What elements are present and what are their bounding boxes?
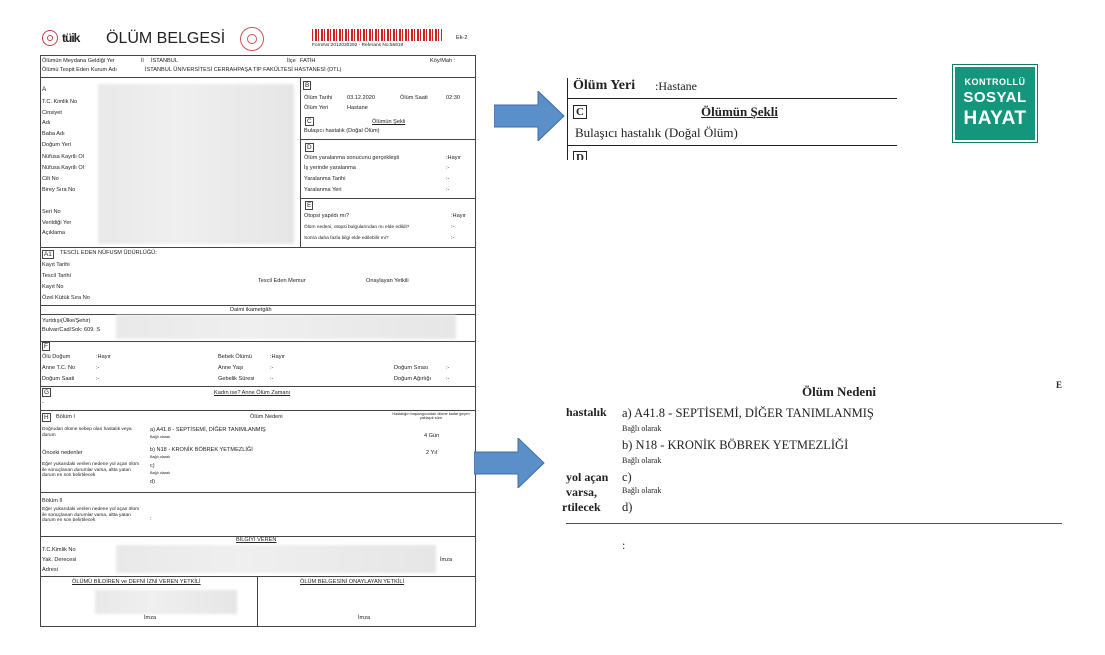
c-value: Bulaşıcı hastalık (Doğal Ölüm) bbox=[304, 128, 380, 134]
ek-label: Ek-2 bbox=[456, 35, 468, 41]
koy-label: Köy/Mah : bbox=[430, 58, 456, 64]
imza-left: İmza bbox=[144, 615, 157, 621]
section-a-label: A bbox=[42, 86, 47, 93]
a-label-3: Baba Adı bbox=[42, 131, 65, 137]
h-colon: : bbox=[150, 516, 152, 522]
il-label: İl bbox=[141, 58, 144, 64]
e-row-0-value: :Hayır bbox=[451, 213, 466, 219]
a-label-4: Doğum Yeri bbox=[42, 142, 71, 148]
f-left-2-label: Doğum Saati bbox=[42, 376, 75, 382]
arrow-right-icon bbox=[494, 91, 566, 141]
f-left-1-label: Anne T.C. No bbox=[42, 365, 76, 371]
zoom-left-yol: yol açan bbox=[566, 470, 609, 484]
a-label-8: Birey Sıra No bbox=[42, 187, 76, 193]
zoom-c-value: Bulaşıcı hastalık (Doğal Ölüm) bbox=[575, 125, 738, 140]
f-mid-1-label: Anne Yaşı bbox=[218, 365, 244, 371]
a-label-6: Nüfusa Kayıtlı Ol bbox=[42, 165, 84, 171]
f-right-1-label: Doğum Ağırlığı bbox=[394, 376, 431, 382]
d-row-3-label: Yaralanma Yeri bbox=[304, 187, 342, 193]
section-e-label: E bbox=[307, 202, 312, 209]
bv-label-0: T.C.Kimlik No bbox=[42, 547, 76, 553]
h-bagli-2: Bağlı olarak bbox=[150, 455, 171, 459]
bv-imza: İmza bbox=[440, 557, 453, 563]
h-a: a) A41.8 - SEPTİSEMİ, DİĞER TANIMLANMIŞ bbox=[150, 427, 266, 433]
zoom-d: d) bbox=[622, 500, 633, 514]
f-left-2-value: :- bbox=[96, 376, 100, 382]
zoom-bottom-title: Ölüm Nedeni bbox=[802, 384, 877, 399]
il-value: İSTANBUL bbox=[151, 58, 178, 64]
a-label-7: Cilt No bbox=[42, 176, 59, 182]
g-value: - bbox=[42, 400, 44, 406]
imza-right: İmza bbox=[358, 615, 371, 621]
section-b-label: B bbox=[305, 82, 310, 89]
bilgi-veren: BİLGİYİ VEREN bbox=[236, 537, 277, 543]
zoom-c-title: Ölümün Şekli bbox=[701, 104, 778, 119]
b-olum-saati-label: Ölüm Saati bbox=[400, 95, 428, 101]
logo-line-2: SOSYAL bbox=[963, 89, 1027, 106]
h-dogrudan: Doğrudan ölüme sebep olan hastalık veya durum bbox=[42, 427, 132, 438]
a-label-1: Cinsiyet bbox=[42, 110, 62, 116]
f-mid-2-label: Gebelik Süresi bbox=[218, 376, 255, 382]
a-label-2: Adı bbox=[42, 120, 51, 126]
zoom-olum-yeri-value: :Hastane bbox=[655, 79, 697, 93]
zoom-c-letter: C bbox=[573, 105, 587, 119]
b-olum-tarihi-value: 03.12.2020 bbox=[347, 95, 375, 101]
h-bagli-1: Bağlı olarak bbox=[150, 435, 171, 439]
redacted-personal-info bbox=[98, 84, 294, 244]
h-eger: Eğer yukarıdaki verilen nedene yol açan ölüm ile sonuçlanan durumlar varsa, altta yatan durum en son belirtilecek bbox=[42, 462, 140, 479]
bulvar-label: Bulvar/Cad/Sok: 609. S bbox=[42, 327, 101, 333]
a1-label-0: Kayıt Tarihi bbox=[42, 262, 70, 268]
b-olum-yeri-value: Hastane bbox=[347, 105, 368, 111]
bv-label-1: Yak. Derecesi bbox=[42, 557, 77, 563]
tespit-label: Ölümü Tespit Eden Kurum Adı bbox=[42, 67, 117, 73]
a1-label-1: Tescil Tarihi bbox=[42, 273, 71, 279]
h-sure-header: Hastalığın başlangıcından ölüme kadar geçen yaklaşık süre bbox=[392, 412, 470, 421]
h-bolum2: Bölüm II bbox=[42, 498, 63, 504]
e-row-2-label: Sonra daha fazla bilgi elde edilebilir mi? bbox=[304, 236, 389, 241]
zoom-bagli-3: Bağlı olarak bbox=[622, 486, 662, 495]
section-f-label: F bbox=[44, 343, 48, 350]
daimi-ikametgah: Daimi ikametgâh bbox=[230, 307, 272, 313]
zoom-bagli-1: Bağlı olarak bbox=[622, 424, 662, 433]
form-no: FormNo:2012030292 - Referans No:55618 bbox=[312, 43, 404, 48]
redacted-signature bbox=[95, 590, 237, 614]
arrow-right-icon-2 bbox=[474, 438, 546, 488]
f-left-0-label: Ölü Doğum bbox=[42, 354, 71, 360]
zoom-b: b) N18 - KRONİK BÖBREK YETMEZLİĞİ bbox=[622, 438, 849, 452]
a1-label-3: Özel Kütük Sıra No bbox=[42, 295, 90, 301]
d-row-1-label: İş yerinde yaralanma bbox=[304, 165, 356, 171]
zoom-d-letter: D bbox=[573, 151, 587, 160]
e-row-0-label: Otopsi yapıldı mı? bbox=[304, 213, 350, 219]
d-row-2-label: Yaralanma Tarihi bbox=[304, 176, 346, 182]
form-title: ÖLÜM BELGESİ bbox=[106, 30, 226, 47]
f-mid-2-value: :- bbox=[270, 376, 274, 382]
f-right-0-label: Doğum Sırası bbox=[394, 365, 429, 371]
h-olum-nedeni: Ölüm Nedeni bbox=[250, 414, 283, 420]
d-row-2-value: :- bbox=[446, 176, 450, 182]
h-bolum1: Bölüm I bbox=[56, 414, 75, 420]
onaylayan-yetkili-label: Onaylayan Yetkili bbox=[366, 278, 409, 284]
c-title: Ölümün Şekli bbox=[372, 119, 406, 125]
f-left-1-value: :- bbox=[96, 365, 100, 371]
section-g-label: G bbox=[44, 389, 49, 396]
health-ministry-seal-icon bbox=[240, 27, 264, 51]
h-eger-2: Eğer yukarıdaki verilen nedene yol açan ölüm ile sonuçlanan durumlar varsa, altta yatan durum en son belirtilecek bbox=[42, 507, 140, 524]
zoom-left-tilecek: rtilecek bbox=[562, 500, 601, 514]
a1-title: TESCİL EDEN NÜFUSM ÜDÜRLÜĞÜ: bbox=[60, 250, 157, 256]
d-row-0-label: Ölüm yaralanma sonucunu gerçekleşti bbox=[304, 155, 400, 161]
ministry-seal-icon bbox=[42, 30, 58, 46]
d-row-0-value: :Hayır bbox=[446, 155, 461, 161]
a-label2-1: Verildiği Yer bbox=[42, 220, 72, 226]
kontrollu-sosyal-hayat-logo bbox=[953, 65, 1037, 142]
zoom-c: c) bbox=[622, 470, 632, 484]
a-label2-0: Seri No bbox=[42, 209, 61, 215]
a-label-5: Nüfusa Kayıtlı Ol bbox=[42, 154, 84, 160]
section-a1-label: A1 bbox=[44, 251, 52, 258]
e-row-2-value: :- bbox=[451, 235, 455, 241]
a1-label-2: Kayıt No bbox=[42, 284, 64, 290]
ilce-label: İlçe bbox=[287, 58, 296, 64]
zoom-bagli-2: Bağlı olarak bbox=[622, 456, 662, 465]
h-bagli-3: Bağlı olarak bbox=[150, 471, 171, 475]
onaylayan-yetkili-heading: ÖLÜM BELGESİNİ ONAYLAYAN YETKİLİ bbox=[300, 579, 405, 585]
f-left-0-value: :Hayır bbox=[96, 354, 111, 360]
section-c-label: C bbox=[307, 118, 312, 125]
f-mid-0-value: :Hayır bbox=[270, 354, 285, 360]
yurtdisi-label: Yurtdışı(Ülke/Şehir) bbox=[42, 318, 91, 324]
bildiren-yetkili: ÖLÜMÜ BİLDİREN ve DEFNİ İZNİ VEREN YETKİLİ bbox=[72, 579, 201, 585]
zoom-left-varsa: varsa, bbox=[566, 485, 597, 499]
h-b-sure: 2 Yıl bbox=[426, 450, 438, 456]
h-b: b) N18 - KRONİK BÖBREK YETMEZLİĞİ bbox=[150, 447, 253, 453]
section-h-label: H bbox=[44, 414, 49, 421]
f-mid-0-label: Bebek Ölümü bbox=[218, 354, 252, 360]
zoom-colon: : bbox=[622, 538, 626, 552]
a-label-0: T.C. Kimlik No bbox=[42, 99, 78, 105]
e-row-1-value: :- bbox=[451, 224, 455, 230]
tescil-memur: Tescil Eden Memur bbox=[258, 278, 306, 284]
bv-label-2: Adresi bbox=[42, 567, 58, 573]
zoom-bottom-rule bbox=[566, 523, 1062, 524]
h-c: c) bbox=[150, 463, 155, 469]
zoom-edge-letter: E bbox=[1056, 380, 1063, 390]
ilce-value: FATİH bbox=[300, 58, 316, 64]
tuik-logo: tüik bbox=[62, 31, 80, 45]
zoom-left-hastalik: hastalık bbox=[566, 405, 607, 419]
b-olum-yeri-label: Ölüm Yeri bbox=[304, 105, 329, 111]
zoom-olum-yeri-label: Ölüm Yeri bbox=[573, 78, 636, 93]
f-right-1-value: :- bbox=[446, 376, 450, 382]
h-a-sure: 4 Gün bbox=[424, 433, 440, 439]
logo-line-1: KONTROLLÜ bbox=[964, 77, 1026, 87]
b-olum-tarihi-label: Ölüm Tarihi bbox=[304, 95, 333, 101]
meydana-gelen-yer-label: Ölümün Meydana Geldiği Yer bbox=[42, 58, 115, 64]
h-onceki: Önceki nedenler bbox=[42, 450, 83, 456]
f-right-0-value: :- bbox=[446, 365, 450, 371]
a-label2-2: Açıklama bbox=[42, 230, 66, 236]
redacted-informant bbox=[116, 545, 436, 573]
section-d-label: D bbox=[307, 144, 312, 151]
d-row-1-value: :- bbox=[446, 165, 450, 171]
zoom-a: a) A41.8 - SEPTİSEMİ, DİĞER TANIMLANMIŞ bbox=[622, 406, 874, 420]
g-title: Kadın ise? Anne Ölüm Zamanı bbox=[214, 390, 291, 396]
tespit-value: İSTANBUL ÜNİVERSİTESİ CERRAHPAŞA TIP FAKÜLTESİ HASTANESİ (DTL) bbox=[145, 67, 342, 73]
barcode bbox=[312, 29, 442, 41]
h-d: d) bbox=[150, 479, 155, 485]
f-mid-1-value: :- bbox=[270, 365, 274, 371]
redacted-address bbox=[116, 315, 456, 339]
b-olum-saati-value: 02:30 bbox=[446, 95, 460, 101]
d-row-3-value: :- bbox=[446, 187, 450, 193]
logo-line-3: HAYAT bbox=[963, 108, 1027, 129]
e-row-1-label: Ölüm nedeni, otopsi bulgularından mı elde edildi? bbox=[304, 225, 410, 230]
